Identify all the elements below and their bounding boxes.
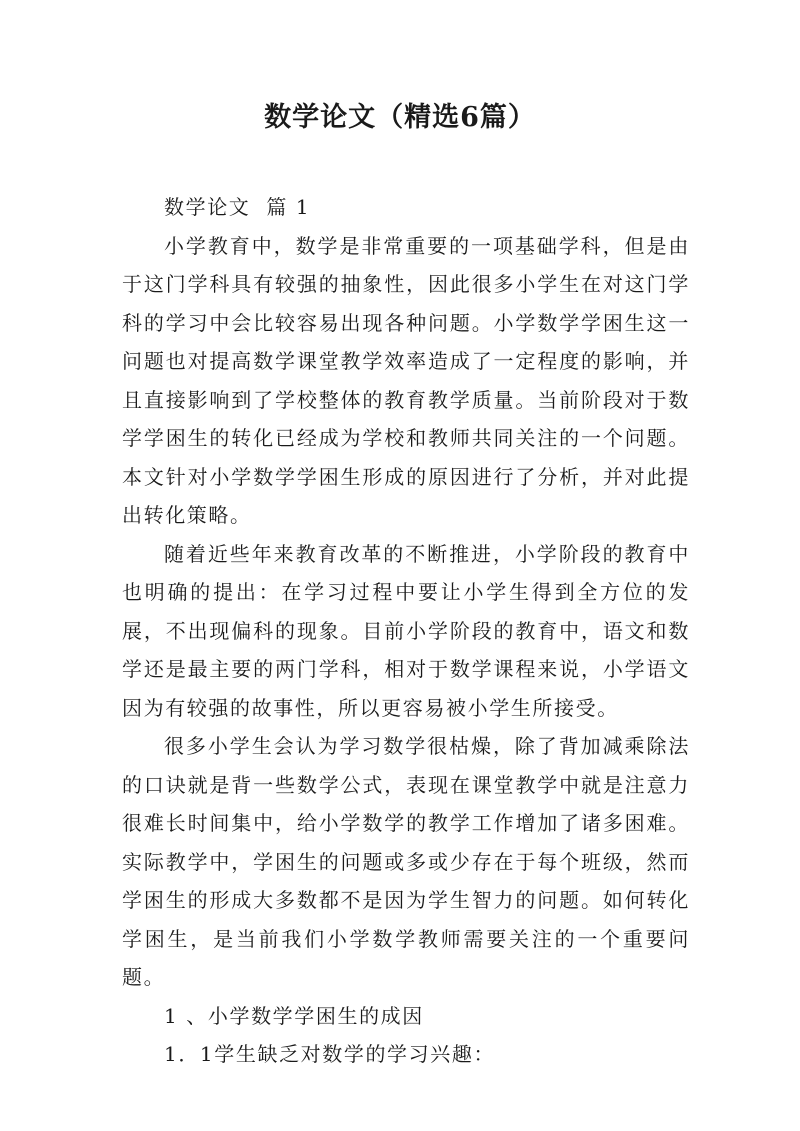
section-heading: 数学论文 篇 1 <box>164 195 311 219</box>
subheading-causes: 1 、小学数学学困生的成因 <box>164 1003 424 1028</box>
paragraph-3: 很多小学生会认为学习数学很枯燥，除了背加减乘除法的口诀就是背一些数学公式，表现在课堂教学中就是注意力很难长时间集中，给小学数学的教学工作增加了诸多困难。实际教学中，学困生的问题或多或少存在于每个班级，然而学困生的形成大多数都不是因为学生智力的问题。如何转化学困生，是当前我们小学数学教师需要关注的一个重要问题。 <box>122 734 690 989</box>
paragraph-1: 小学教育中，数学是非常重要的一项基础学科，但是由于这门学科具有较强的抽象性，因此很多小学生在对这门学科的学习中会比较容易出现各种问题。小学数学学困生这一问题也对提高数学课堂教学效率造成了一定程度的影响，并且直接影响到了学校整体的教育教学质量。当前阶段对于数学学困生的转化已经成为学校和教师共同关注的一个问题。本文针对小学数学学困生形成的原因进行了分析，并对此提出转化策略。 <box>122 233 690 527</box>
subheading-interest: 1．1学生缺乏对数学的学习兴趣： <box>164 1042 496 1066</box>
paragraph-2: 随着近些年来教育改革的不断推进，小学阶段的教育中也明确的提出：在学习过程中要让小学生得到全方位的发展，不出现偏科的现象。目前小学阶段的教育中，语文和数学还是最主要的两门学科，相对于数学课程来说，小学语文因为有较强的故事性，所以更容易被小学生所接受。 <box>122 541 690 720</box>
document-title: 数学论文（精选6篇） <box>264 102 536 133</box>
document-body <box>122 188 690 1074</box>
